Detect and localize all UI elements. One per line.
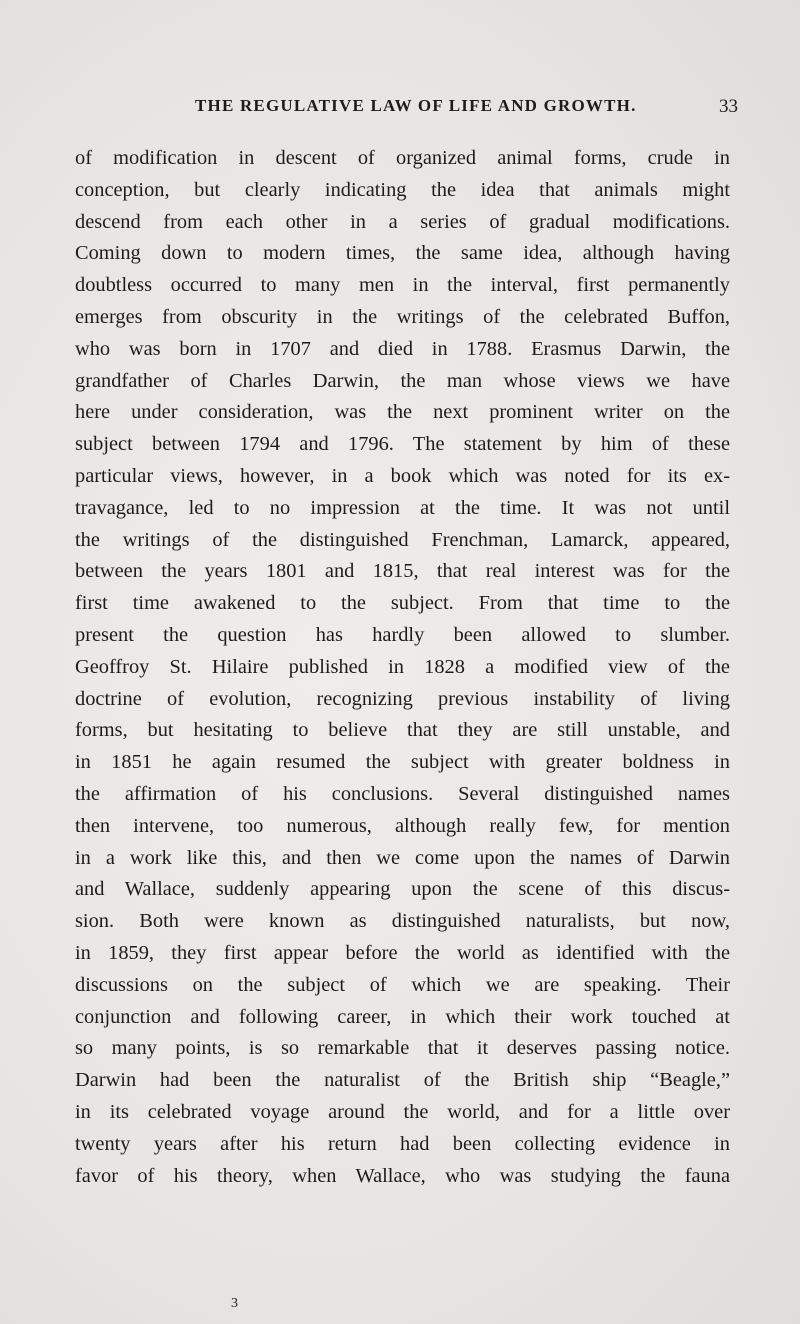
text-line: in 1859, they first appear before the world as identified with the <box>75 941 730 964</box>
text-line: Coming down to modern times, the same idea, although having <box>75 242 730 265</box>
text-line: discussions on the subject of which we are speaking. Their <box>75 973 730 996</box>
text-line: the writings of the distinguished Frenchman, Lamarck, appeared, <box>75 528 730 551</box>
text-line: Darwin had been the naturalist of the British ship “Beagle,” <box>75 1069 730 1092</box>
text-line: travagance, led to no impression at the time. It was not until <box>75 496 730 519</box>
text-line: descend from each other in a series of gradual modifications. <box>75 210 730 233</box>
text-line: favor of his theory, when Wallace, who was studying the fauna <box>75 1164 730 1187</box>
text-line: doctrine of evolution, recognizing previous instability of living <box>75 687 730 710</box>
text-line: so many points, is so remarkable that it deserves passing notice. <box>75 1037 730 1060</box>
running-title: THE REGULATIVE LAW OF LIFE AND GROWTH. <box>195 96 637 115</box>
text-line: particular views, however, in a book which was noted for its ex- <box>75 464 730 487</box>
text-line: between the years 1801 and 1815, that real interest was for the <box>75 560 730 583</box>
text-line: first time awakened to the subject. From that time to the <box>75 592 730 615</box>
text-line: subject between 1794 and 1796. The statement by him of these <box>75 433 730 456</box>
text-line: in 1851 he again resumed the subject with greater boldness in <box>75 751 730 774</box>
text-line: forms, but hesitating to believe that they are still unstable, and <box>75 719 730 742</box>
text-line: conception, but clearly indicating the idea that animals might <box>75 178 730 201</box>
text-line: Geoffroy St. Hilaire published in 1828 a modified view of the <box>75 655 730 678</box>
text-line: conjunction and following career, in which their work touched at <box>75 1005 730 1028</box>
running-head <box>0 96 800 124</box>
text-line: then intervene, too numerous, although really few, for mention <box>75 814 730 837</box>
text-line: grandfather of Charles Darwin, the man whose views we have <box>75 369 730 392</box>
text-line: of modification in descent of organized animal forms, crude in <box>75 147 730 169</box>
text-line: emerges from obscurity in the writings of the celebrated Buffon, <box>75 305 730 328</box>
text-line: present the question has hardly been allowed to slumber. <box>75 623 730 646</box>
text-line: sion. Both were known as distinguished naturalists, but now, <box>75 910 730 933</box>
text-line: here under consideration, was the next prominent writer on the <box>75 401 730 424</box>
text-line: twenty years after his return had been collecting evidence in <box>75 1132 730 1155</box>
text-line: who was born in 1707 and died in 1788. Erasmus Darwin, the <box>75 337 730 360</box>
text-line: in a work like this, and then we come upon the names of Darwin <box>75 846 730 869</box>
body-text <box>75 143 730 1192</box>
text-line: and Wallace, suddenly appearing upon the scene of this discus- <box>75 878 730 901</box>
text-line: doubtless occurred to many men in the interval, first permanently <box>75 274 730 297</box>
page-number: 33 <box>719 96 738 117</box>
text-line: the affirmation of his conclusions. Several distinguished names <box>75 782 730 805</box>
text-line: in its celebrated voyage around the world, and for a little over <box>75 1100 730 1123</box>
signature-mark: 3 <box>231 1296 238 1311</box>
